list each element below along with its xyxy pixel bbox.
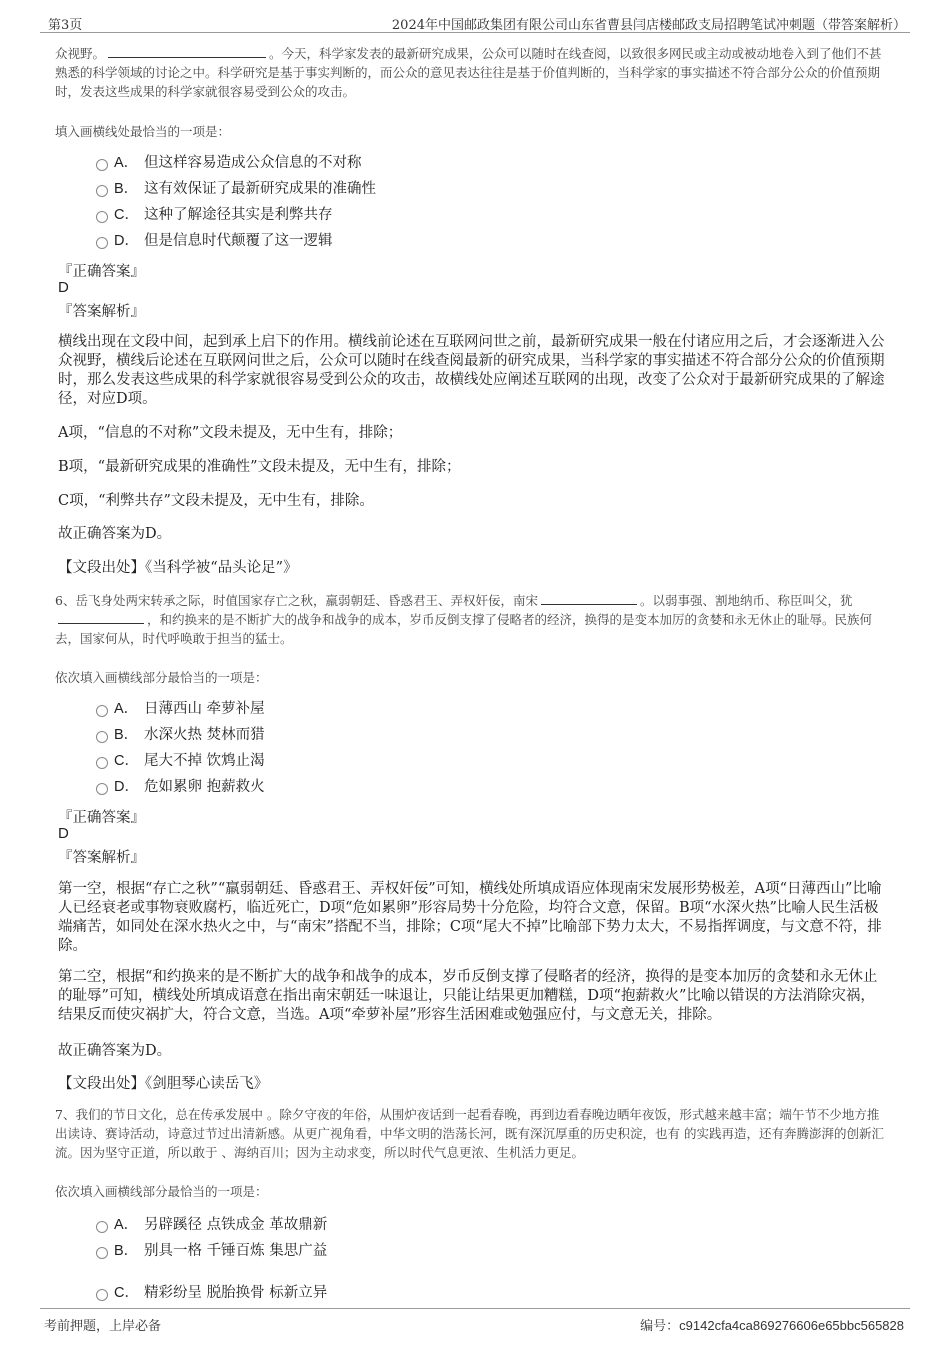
q6-analysis-1: 第一空，根据“存亡之秋”“羸弱朝廷、昏惑君王、弄权奸佞”可知，横线处所填成语应体现南宋发展形势极差，A项“日薄西山”比喻人已经衰老或事物衰败腐朽，临近死亡，D项“危如累卵”形容局势十分危险，均符合文意，保留。B项“水深火热”比喻人民生活极端痛苦，如同处在深水热火之中，与“南宋”搭配不当，排除；C项“尾大不掉”比喻部下势力太大，不易指挥调度，与文意不符，排除。	[58, 881, 882, 954]
page-number: 第3页	[48, 18, 83, 33]
q6-answer-label: 『正确答案』	[58, 810, 145, 826]
q7-stem: 7、我们的节日文化，总在传承发展中 。除夕守夜的年俗，从围炉夜话到一起看春晚，再到边看春晚边晒年夜饭，形式越来越丰富；端午节不少地方推出读诗、赛诗活动，诗意过节过出清新感。从更广视角看，中华文明的浩荡长河，既有深沉厚重的历史积淀，也有 的实践再造，还有奔腾澎湃的创新汇流。因为坚守正道，所以敢于 、海纳百川；因为主动求变，所以时代气息更浓、生机活力更足。	[55, 1107, 884, 1160]
radio-button[interactable]	[96, 757, 108, 769]
q5-answer-label: 『正确答案』	[58, 264, 145, 280]
fill-blank-1	[541, 592, 637, 605]
q6-analysis-label: 『答案解析』	[58, 850, 145, 866]
radio-button[interactable]	[96, 705, 108, 717]
q5-note-a: A项，“信息的不对称”文段未提及，无中生有，排除；	[58, 425, 403, 441]
q5-analysis: 横线出现在文段中间，起到承上启下的作用。横线前论述在互联网问世之前，最新研究成果一般在付诸应用之后，才会逐渐进入公众视野，横线后论述在互联网问世之后，公众可以随时在线查阅最新的研究成果，当科学家的事实描述不符合部分公众的价值预期时，那么发表这些成果的科学家就很容易受到公众的攻击，故横线处应阐述互联网的出现，改变了公众对于最新研究成果的了解途径，对应D项。	[58, 334, 885, 407]
q7-prompt: 依次填入画横线部分最恰当的一项是：	[55, 1184, 268, 1199]
radio-button[interactable]	[96, 1221, 108, 1233]
radio-button[interactable]	[96, 1289, 108, 1301]
page-footer	[40, 1308, 910, 1335]
document-code: 编号：c9142cfa4ca869276606e65bbc565828	[640, 1318, 904, 1334]
q6-conclusion: 故正确答案为D。	[58, 1043, 172, 1059]
radio-button[interactable]	[96, 731, 108, 743]
q6-stem: 6、岳飞身处两宋转承之际，时值国家存亡之秋，羸弱朝廷、昏惑君王、弄权奸佞，南宋 。以弱事强、割地纳币、称臣叫父，犹，和约换来的是不断扩大的战争和战争的成本，岁币反倒支撑了侵略者的经济，换得的是变本加厉的贪婪和永无休止的耻辱。民族何去，国家何从，时代呼唤敢于担当的猛士。	[55, 593, 873, 646]
radio-button[interactable]	[96, 159, 108, 171]
radio-button[interactable]	[96, 783, 108, 795]
q5-passage: 众视野。 。今天，科学家发表的最新研究成果，公众可以随时在线查阅，以致很多网民或主动或被动地卷入到了他们不甚熟悉的科学领域的讨论之中。科学研究是基于事实判断的，而公众的意见表达往往是基于价值判断的，当科学家的事实描述不符合部分公众的价值预期时，发表这些成果的科学家就很容易受到公众的攻击。	[55, 46, 882, 99]
q6-prompt: 依次填入画横线部分最恰当的一项是：	[55, 670, 268, 685]
q5-prompt: 填入画横线处最恰当的一项是：	[55, 124, 231, 139]
radio-button[interactable]	[96, 185, 108, 197]
q6-analysis-2: 第二空，根据“和约换来的是不断扩大的战争和战争的成本，岁币反倒支撑了侵略者的经济，换得的是变本加厉的贪婪和永无休止的耻辱”可知，横线处所填成语意在指出南宋朝廷一味退让，只能让结果更加糟糕，D项“抱薪救火”比喻以错误的方法消除灾祸，结果反而使灾祸扩大，符合文意，当选。A项“牵萝补屋”形容生活困难或勉强应付，与文意无关，排除。	[58, 969, 878, 1023]
q6-answer: D	[58, 825, 69, 842]
q5-note-c: C项，“利弊共存”文段未提及，无中生有，排除。	[58, 493, 374, 509]
q5-answer: D	[58, 279, 69, 296]
q5-source: 【文段出处】《当科学被“品头论足”》	[58, 560, 298, 576]
fill-blank-2	[58, 611, 144, 624]
fill-blank	[108, 45, 266, 58]
footer-slogan: 考前押题，上岸必备	[44, 1319, 162, 1334]
q5-conclusion: 故正确答案为D。	[58, 526, 172, 542]
page-header	[40, 10, 910, 33]
radio-button[interactable]	[96, 237, 108, 249]
q5-note-b: B项，“最新研究成果的准确性”文段未提及，无中生有，排除；	[58, 459, 461, 475]
document-title: 2024年中国邮政集团有限公司山东省曹县闫店楼邮政支局招聘笔试冲刺题（带答案解析）	[391, 18, 906, 33]
radio-button[interactable]	[96, 211, 108, 223]
q6-source: 【文段出处】《剑胆琴心读岳飞》	[58, 1076, 269, 1092]
q5-analysis-label: 『答案解析』	[58, 304, 145, 320]
radio-button[interactable]	[96, 1247, 108, 1259]
